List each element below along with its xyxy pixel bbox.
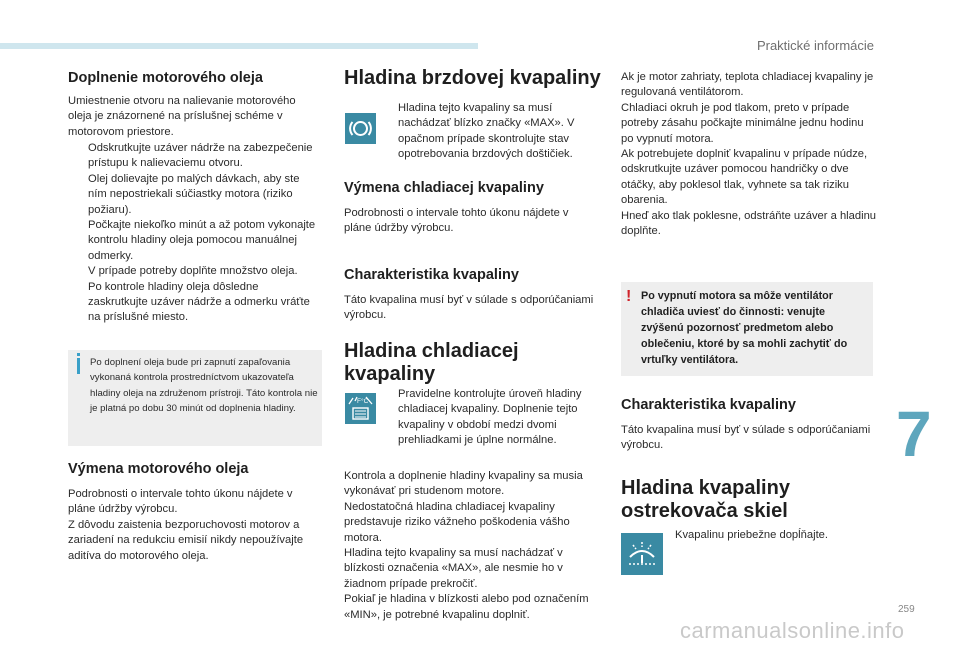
heading-oil-change: Výmena motorového oleja: [68, 461, 249, 477]
brake-change-text: Podrobnosti o intervale tohto úkonu nájdete v pláne údržby výrobcu.: [344, 207, 569, 235]
info-note-box: [68, 350, 322, 446]
coolant-detail-text: Kontrola a doplnenie hladiny kvapaliny sa musia vykonávať pri studenom motore. Nedostatočná hladina chladiacej kvapaliny predstavuje riziko vážneho poškodenia vášho motora. Hladina tejto kvapaliny sa musí nachádzať v blízkosti označenia «MAX», ale nesmie ho v žiadnom prípade prekročiť. Pokiaľ je hladina v blízkosti alebo pod označením «MIN», je potrebné kvapalinu doplniť.: [344, 470, 589, 621]
heading-coolant-spec: Charakteristika kvapaliny: [621, 397, 796, 413]
list-item: V prípade potreby doplňte množstvo oleja.: [88, 265, 298, 278]
washer-icon: [621, 533, 663, 575]
list-item: Počkajte niekoľko minút a až potom vykonajte kontrolu hladiny oleja pomocou manuálnej odmerky.: [88, 219, 316, 262]
heading-brake-spec: Charakteristika kvapaliny: [344, 267, 519, 283]
list-item: Olej dolievajte po malých dávkach, aby ste ním nepostriekali súčiastky motora (riziko požiaru).: [88, 172, 300, 216]
brake-fluid-icon: [345, 113, 376, 144]
header-accent-bar: [0, 43, 478, 49]
heading-brake-change: Výmena chladiacej kvapaliny: [344, 180, 544, 196]
list-item: Po kontrole hladiny oleja dôsledne zaskrutkujte uzáver nádrže a odmerku vráťte na príslušné miesto.: [88, 280, 310, 324]
info-icon: [77, 353, 80, 356]
list-item: Odskrutkujte uzáver nádrže na zabezpečenie prístupu k nalievaciemu otvoru.: [88, 142, 313, 170]
coolant-spec-text: Táto kvapalina musí byť v súlade s odporúčaniami výrobcu.: [621, 424, 871, 452]
brake-fluid-text: Hladina tejto kvapaliny sa musí nachádzať blízko značky «MAX». V opačnom prípade skontrolujte stav opotrebovania brzdových doštičiek.: [398, 102, 575, 161]
warning-text: Po vypnutí motora sa môže ventilátor chladiča uviesť do činnosti: venujte zvýšenú pozornosť predmetom alebo oblečeniu, ktoré by sa mohli zachytiť do vrtuľky ventilátora.: [641, 290, 848, 366]
oil-fill-intro: Umiestnenie otvoru na nalievanie motorového oleja je znázornené na príslušnej schéme v motorovom priestore.: [68, 95, 296, 138]
heading-coolant: Hladina chladiacej kvapaliny: [344, 340, 519, 385]
washer-text: Kvapalinu priebežne dopĺňajte.: [675, 529, 829, 541]
coolant-text: Pravidelne kontrolujte úroveň hladiny chladiacej kvapaliny. Doplnenie tejto kvapaliny v období medzi dvomi prehliadkami je úplne normálne.: [398, 388, 582, 447]
heading-brake-fluid: Hladina brzdovej kvapaliny: [344, 67, 601, 89]
watermark: carmanualsonline.info: [680, 618, 905, 643]
page-number: 259: [898, 604, 915, 615]
coolant-hot-text: Ak je motor zahriaty, teplota chladiacej kvapaliny je regulovaná ventilátorom. Chladiaci okruh je pod tlakom, preto v prípade potreby zásahu počkajte minimálne jednu hodinu po vypnutí motora. Ak potrebujete doplniť kvapalinu v prípade núdze, odskrutkujte uzáver pomocou handričky o dve otáčky, aby poklesol tlak, vyhnete sa tak riziku obarenia. Hneď ako tlak poklesne, odstráňte uzáver a hladinu doplňte.: [621, 71, 877, 238]
svg-text:°C: °C: [361, 398, 369, 405]
coolant-icon: [345, 393, 376, 424]
brake-spec-text: Táto kvapalina musí byť v súlade s odporúčaniami výrobcu.: [344, 294, 594, 322]
chapter-number: 7: [896, 398, 932, 470]
info-icon-bar: [77, 358, 80, 374]
heading-oil-fill: Doplnenie motorového oleja: [68, 70, 263, 86]
section-title: Praktické informácie: [756, 38, 874, 53]
svg-text:F: F: [357, 398, 361, 405]
warning-icon: !: [626, 288, 632, 305]
oil-change-text: Podrobnosti o intervale tohto úkonu nájdete v pláne údržby výrobcu. Z dôvodu zaistenia bezporuchovosti motorov a zariadení na redukciu emisií nikdy nepoužívajte aditíva do motorového oleja.: [68, 488, 304, 562]
heading-washer: Hladina kvapaliny ostrekovača skiel: [621, 477, 790, 522]
warning-box: [621, 282, 873, 376]
oil-fill-steps: [68, 141, 320, 326]
info-note-text: Po doplnení oleja bude pri zapnutí zapaľovania vykonaná kontrola prostredníctvom ukazovateľa hladiny oleja na združenom prístroji. Táto kontrola nie je platná po dobu 30 minút od doplnenia hladiny.: [90, 357, 318, 415]
